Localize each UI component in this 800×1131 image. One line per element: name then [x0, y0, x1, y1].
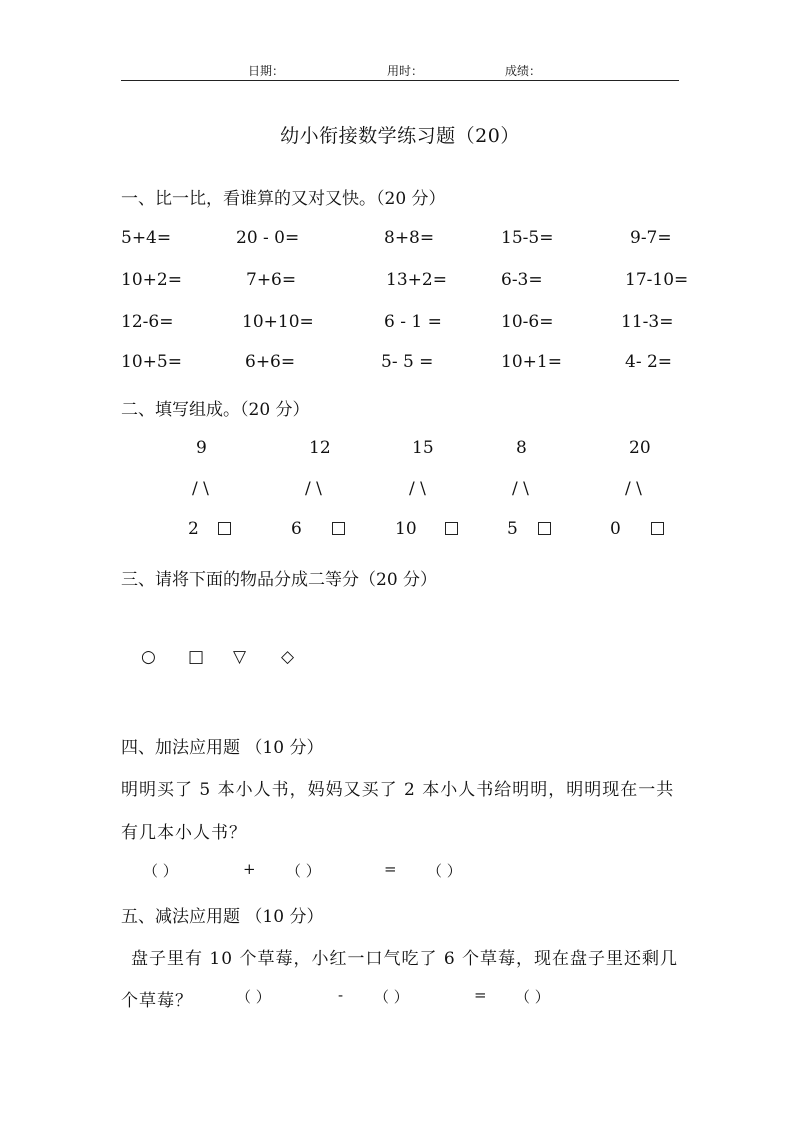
equation: 10-6= — [501, 312, 554, 332]
section2-heading: 二、填写组成。（20 分） — [121, 400, 310, 420]
section1-heading: 一、比一比，看谁算的又对又快。（20 分） — [121, 189, 446, 209]
equation: 5- 5 = — [381, 352, 434, 372]
equation: 10+10= — [242, 312, 314, 332]
equation: 11-3= — [621, 312, 674, 332]
circle-icon: ○ — [141, 647, 156, 667]
bond-part: 6 — [291, 519, 302, 539]
answer-box[interactable] — [218, 522, 231, 535]
bond-branch: / \ — [512, 479, 529, 499]
score-label: 成绩： — [505, 64, 542, 78]
header-divider — [121, 80, 679, 81]
bond-total: 9 — [196, 438, 207, 458]
section4-heading: 四、加法应用题 （10 分） — [121, 738, 324, 758]
equation: 20 - 0= — [236, 228, 300, 248]
bond-part: 0 — [610, 519, 621, 539]
plus-sign: + — [243, 860, 256, 878]
bond-part: 10 — [395, 519, 417, 539]
bond-part: 5 — [507, 519, 518, 539]
equation: 17-10= — [625, 270, 689, 290]
triangle-icon: ▽ — [233, 647, 247, 667]
equation: 7+6= — [246, 270, 297, 290]
equation: 4- 2= — [625, 352, 673, 372]
section5-heading: 五、减法应用题 （10 分） — [121, 907, 324, 927]
word-problem-text: 个草莓？ — [121, 991, 193, 1011]
word-problem-text: 有几本小人书？ — [121, 823, 247, 843]
equation: 12-6= — [121, 312, 174, 332]
equation: 6-3= — [501, 270, 543, 290]
bond-branch: / \ — [305, 479, 322, 499]
bond-branch: / \ — [192, 479, 209, 499]
equation: 10+1= — [501, 352, 562, 372]
answer-blank[interactable]: （ ） — [286, 862, 321, 880]
equation: 9-7= — [630, 228, 672, 248]
answer-box[interactable] — [445, 522, 458, 535]
equation: 5+4= — [121, 228, 172, 248]
equals-sign: = — [384, 860, 397, 878]
date-label: 日期： — [248, 64, 285, 78]
bond-part: 2 — [188, 519, 199, 539]
bond-total: 8 — [516, 438, 527, 458]
bond-branch: / \ — [409, 479, 426, 499]
word-problem-text: 明明买了 5 本小人书，妈妈又买了 2 本小人书给明明，明明现在一共 — [121, 780, 675, 800]
time-label: 用时： — [387, 64, 424, 78]
answer-blank[interactable]: （ ） — [515, 988, 550, 1006]
bond-total: 15 — [412, 438, 434, 458]
answer-blank[interactable]: （ ） — [143, 862, 178, 880]
bond-branch: / \ — [625, 479, 642, 499]
answer-box[interactable] — [651, 522, 664, 535]
answer-blank[interactable]: （ ） — [236, 988, 271, 1006]
equation: 6+6= — [245, 352, 296, 372]
equation: 13+2= — [386, 270, 447, 290]
bond-total: 20 — [629, 438, 651, 458]
bond-total: 12 — [309, 438, 331, 458]
answer-box[interactable] — [538, 522, 551, 535]
equation: 15-5= — [501, 228, 554, 248]
answer-blank[interactable]: （ ） — [427, 862, 462, 880]
equation: 10+5= — [121, 352, 182, 372]
equals-sign: = — [474, 986, 487, 1004]
page-title: 幼小衔接数学练习题（20） — [280, 125, 520, 147]
equation: 10+2= — [121, 270, 182, 290]
square-icon: □ — [188, 647, 205, 667]
word-problem-text: 盘子里有 10 个草莓，小红一口气吃了 6 个草莓，现在盘子里还剩几 — [131, 949, 679, 969]
equation: 8+8= — [384, 228, 435, 248]
answer-blank[interactable]: （ ） — [374, 988, 409, 1006]
equation: 6 - 1 = — [384, 312, 442, 332]
section3-heading: 三、请将下面的物品分成二等分（20 分） — [121, 570, 438, 590]
answer-box[interactable] — [332, 522, 345, 535]
diamond-icon: ◇ — [281, 647, 295, 667]
minus-sign: - — [338, 986, 344, 1004]
